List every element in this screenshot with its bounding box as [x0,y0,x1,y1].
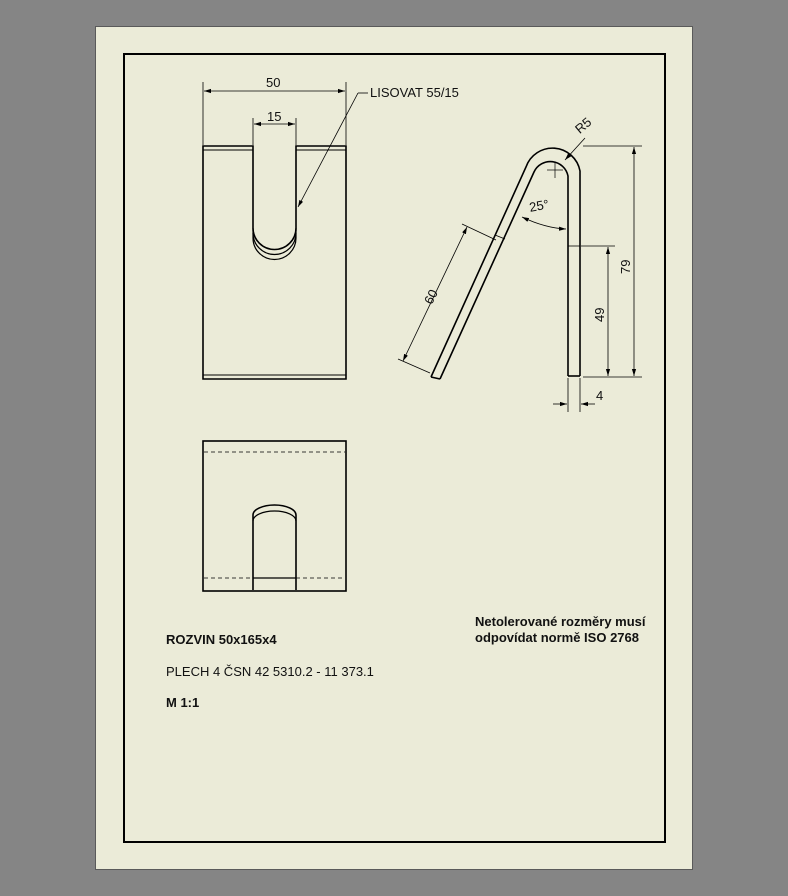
front-view-outline [203,146,346,379]
dim-label-49: 49 [592,307,607,322]
dim-label-79: 79 [618,259,633,274]
slot-top-arc [253,511,296,521]
development-outline [203,441,346,591]
dimension-length-60 [398,224,496,373]
dim-label-4: 4 [596,388,604,403]
dim-label-60: 60 [421,286,441,307]
development-note: ROZVIN 50x165x4 [166,632,277,647]
material-note: PLECH 4 ČSN 42 5310.2 - 11 373.1 [166,664,374,679]
dim-label-50: 50 [266,75,281,90]
dim-label-radius: R5 [572,114,595,137]
tolerance-note-line1: Netolerované rozměry musí [475,614,646,629]
development-slot [253,505,296,590]
dimension-thickness-4 [553,378,595,412]
profile-end-cap [431,377,440,379]
bent-profile-inner [440,162,568,379]
side-view [431,148,580,379]
dim-label-15: 15 [267,109,282,124]
bend-tangent-line [495,235,505,239]
development-view [203,441,346,591]
bent-profile-outer [431,148,580,377]
dim-label-angle: 25° [528,196,550,215]
dimension-radius [565,138,585,160]
dimension-height-79 [583,146,642,377]
leader-note-label: LISOVAT 55/15 [370,85,459,100]
tolerance-note-line2: odpovídat normě ISO 2768 [475,630,639,645]
scale-note: M 1:1 [166,695,200,710]
front-view [203,146,346,379]
